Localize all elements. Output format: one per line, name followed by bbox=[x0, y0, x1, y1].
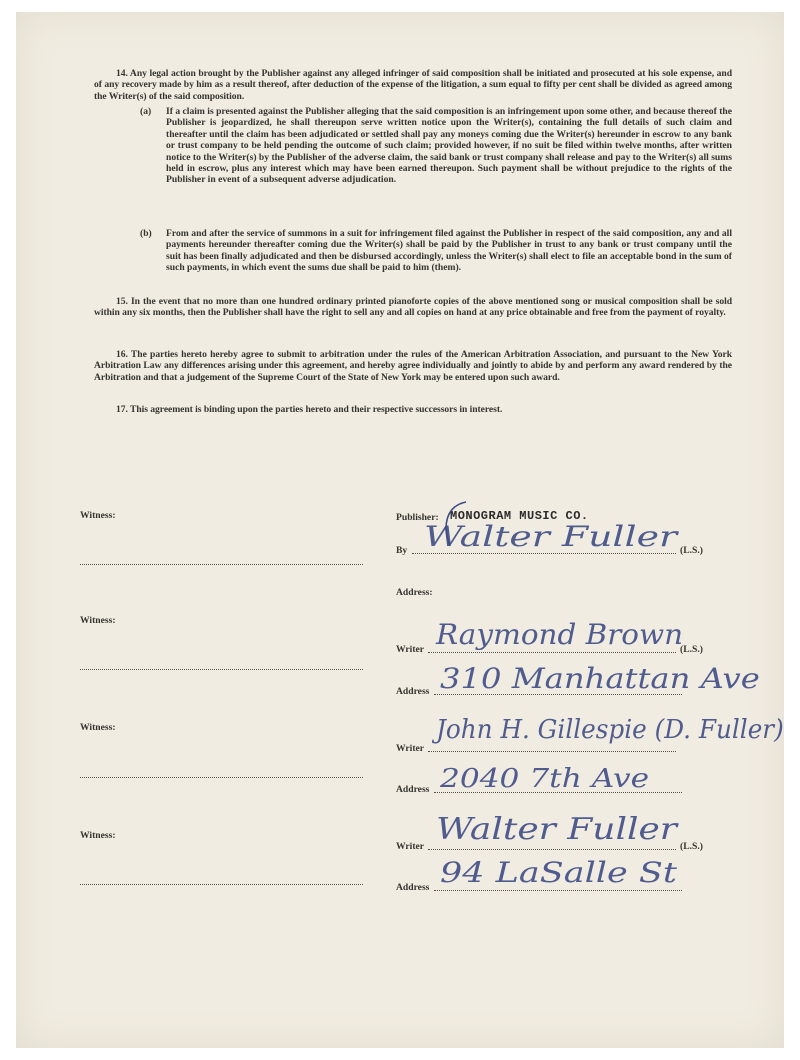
clause-14b-marker: (b) bbox=[140, 228, 152, 239]
clause-14a-text: If a claim is presented against the Publisher alleging that the said composition is an infringement upon some other, and because thereof the Publisher is jeopardized, he shall thereupon serve written notice upon the Writer(s), containing the full details of such claim and thereafter until the claim has been adjudicated or settled shall pay any moneys coming due the Writer(s) hereunder in escrow to any bank or trust company to be held pending the outcome of such claim; provided however, if no suit be filed within twelve months, after written notice to the Writer(s) by the Publisher of the adverse claim, the said bank or trust company shall release and pay to the Writer(s) all sums held in escrow, plus any interest which may have been earned thereupon. Such payment shall be without prejudice to the rights of the Publisher in event of a subsequent adverse adjudication. bbox=[166, 106, 732, 186]
witness-label-3: Witness: bbox=[80, 722, 116, 733]
writer-line-1[interactable] bbox=[428, 652, 676, 653]
clause-14a-marker: (a) bbox=[140, 106, 152, 117]
witness-line-4[interactable] bbox=[80, 884, 363, 885]
writer-label-1: Writer bbox=[396, 644, 425, 655]
writer-line-2[interactable] bbox=[428, 751, 676, 752]
witness-line-2[interactable] bbox=[80, 669, 363, 670]
witness-line-3[interactable] bbox=[80, 777, 363, 778]
writer-address-label-3: Address bbox=[396, 882, 430, 893]
writer-address-1: 310 Manhattan Ave bbox=[440, 662, 760, 695]
writer-label-3: Writer bbox=[396, 841, 425, 852]
publisher-signature: Walter Fuller bbox=[424, 520, 678, 553]
contract-page bbox=[16, 12, 784, 1048]
witness-label-1: Witness: bbox=[80, 510, 116, 521]
clause-14b bbox=[140, 228, 732, 274]
by-label: By bbox=[396, 545, 408, 556]
publisher-ls: (L.S.) bbox=[680, 545, 703, 556]
writer-signature-2: John H. Gillespie (D. Fuller) bbox=[436, 715, 784, 745]
clause-17: 17. This agreement is binding upon the parties hereto and their respective successors in interest. bbox=[116, 404, 503, 415]
publisher-name: MONOGRAM MUSIC CO. bbox=[450, 509, 589, 523]
writer-address-line-3[interactable] bbox=[434, 890, 682, 891]
writer-ls-1: (L.S.) bbox=[680, 644, 703, 655]
clause-15: 15. In the event that no more than one hundred ordinary printed pianoforte copies of the above mentioned song or musical composition shall be sold within any six months, then the Publisher shall have the right to sell any and all copies on hand at any price obtainable and free from the payment of royalty. bbox=[94, 296, 732, 319]
writer-line-3[interactable] bbox=[428, 849, 676, 850]
writer-address-3: 94 LaSalle St bbox=[440, 856, 677, 889]
witness-label-2: Witness: bbox=[80, 615, 116, 626]
clause-14a bbox=[140, 106, 732, 186]
clause-14: 14. Any legal action brought by the Publisher against any alleged infringer of said composition shall be initiated and prosecuted at his sole expense, and of any recovery made by him as a result thereof, after deduction of the expense of the litigation, a sum equal to fifty per cent shall be divided as agreed among the Writer(s) of the said composition. bbox=[94, 68, 732, 102]
writer-ls-3: (L.S.) bbox=[680, 841, 703, 852]
writer-address-2: 2040 7th Ave bbox=[440, 764, 650, 794]
clause-14b-text: From and after the service of summons in a suit for infringement filed against the Publisher in respect of the said composition, any and all payments hereunder thereafter coming due the Writer(s) shall be paid by the Publisher in trust to any bank or trust company until the suit has been finally adjudicated and then be disbursed accordingly, unless the Writer(s) shall elect to file an acceptable bond in the sum of such payments, in which event the sums due shall be paid to him (them). bbox=[166, 228, 732, 274]
writer-label-2: Writer bbox=[396, 743, 425, 754]
writer-signature-1: Raymond Brown bbox=[436, 618, 684, 651]
witness-label-4: Witness: bbox=[80, 830, 116, 841]
writer-address-label-2: Address bbox=[396, 784, 430, 795]
publisher-label: Publisher: bbox=[396, 512, 439, 523]
publisher-address-label: Address: bbox=[396, 587, 433, 598]
publisher-signature-flourish bbox=[416, 496, 476, 556]
clause-16: 16. The parties hereto hereby agree to submit to arbitration under the rules of the American Arbitration Association, and pursuant to the New York Arbitration Law any differences arising under this agreement, and hereby agree individually and jointly to abide by and perform any award rendered by the Arbitration and that a judgement of the Supreme Court of the State of New York may be entered upon such award. bbox=[94, 349, 732, 383]
writer-address-label-1: Address bbox=[396, 686, 430, 697]
witness-line-1[interactable] bbox=[80, 564, 363, 565]
writer-signature-3: Walter Fuller bbox=[436, 812, 677, 847]
